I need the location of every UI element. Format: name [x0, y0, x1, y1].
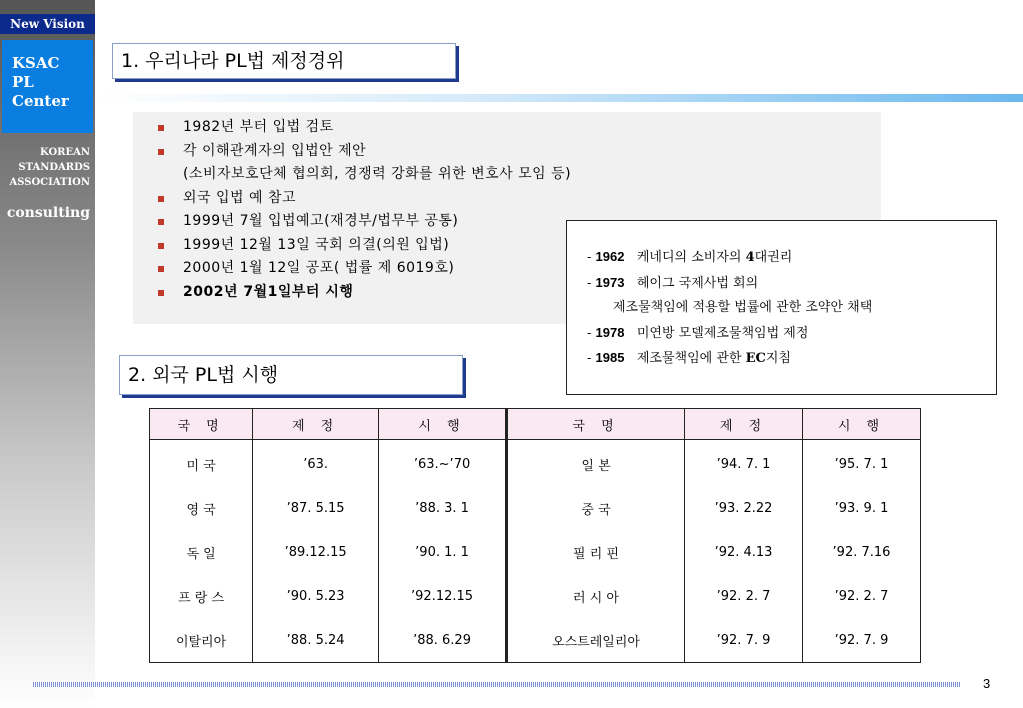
cell-country: 중 국: [507, 487, 685, 531]
bullet-item: [153, 140, 873, 164]
cell-enacted: ’92. 7. 9: [685, 618, 803, 662]
timeline-bold: EC: [745, 351, 766, 366]
cell-effective: ’92.12.15: [379, 574, 507, 618]
bullet-item: [153, 116, 873, 140]
brand-line: PL: [12, 73, 34, 91]
table-row: [150, 618, 921, 662]
bullet-square-icon: [158, 219, 164, 225]
timeline-text: 대권리: [754, 250, 793, 265]
foreign-pl-law-table: [149, 408, 921, 663]
bullet-square-icon: [158, 266, 164, 272]
cell-enacted: ’88. 5.24: [253, 618, 379, 662]
cell-effective: ’92. 2. 7: [802, 574, 920, 618]
bullet-square-icon: [158, 149, 164, 155]
cell-enacted: ’94. 7. 1: [685, 440, 803, 487]
cell-effective: ’92. 7.16: [802, 531, 920, 575]
timeline-text: 케네디의 소비자의: [636, 250, 746, 265]
table-row: [150, 440, 921, 487]
header-enacted: 제 정: [253, 409, 379, 440]
brand-line: KSAC: [12, 54, 60, 72]
header-country: 국 명: [507, 409, 685, 440]
bullet-text: 1999년 12월 13일 국회 의결(의원 입법): [183, 236, 450, 253]
ksac-logo: [2, 40, 93, 133]
cell-enacted: ’89.12.15: [253, 531, 379, 575]
cell-enacted: ’93. 2.22: [685, 487, 803, 531]
page-number: 3: [983, 676, 991, 691]
timeline-bold: 4: [745, 250, 755, 265]
header-enacted: 제 정: [685, 409, 803, 440]
header-country: 국 명: [150, 409, 253, 440]
assoc-line: ASSOCIATION: [9, 177, 90, 188]
section2-title: 2. 외국 PL법 시행: [119, 355, 463, 395]
bullet-square-icon: [158, 290, 164, 296]
cell-country: 필 리 핀: [507, 531, 685, 575]
bullet-text: 1999년 7월 입법예고(재경부/법무부 공통): [183, 213, 459, 229]
bullet-text: (소비자보호단체 협의회, 경쟁력 강화를 위한 변호사 모임 등): [183, 166, 572, 182]
table-row: [150, 487, 921, 531]
timeline-item: - 1973 헤이그 국제사법 회의: [587, 274, 759, 291]
bullet-square-icon: [158, 243, 164, 249]
header-effective: 시 행: [802, 409, 920, 440]
bullet-square-icon: [158, 125, 164, 131]
brand-line: Center: [12, 92, 69, 110]
timeline-year: 1962: [595, 249, 625, 264]
bullet-text: 외국 입법 예 참고: [183, 189, 297, 206]
cell-enacted: ’92. 2. 7: [685, 574, 803, 618]
cell-country: 일 본: [507, 440, 685, 487]
assoc-line: KOREAN: [40, 147, 90, 158]
cell-country: 이탈리아: [150, 618, 253, 662]
bullet-continuation: [153, 163, 873, 187]
timeline-item: - 1962 케네디의 소비자의 4대권리: [587, 249, 793, 265]
timeline-item: - 1978 미연방 모델제조물책임법 제정: [587, 324, 809, 341]
cell-effective: ’93. 9. 1: [802, 487, 920, 531]
header-gradient-rule: [95, 94, 1023, 102]
table-header-row: [150, 409, 921, 440]
consulting-label: consulting: [6, 205, 90, 221]
cell-country: 러 시 아: [507, 574, 685, 618]
new-vision-tag: New Vision: [0, 14, 95, 34]
assoc-line: STANDARDS: [18, 162, 90, 173]
section1-title: 1. 우리나라 PL법 제정경위: [112, 43, 456, 79]
timeline-box: [566, 220, 997, 395]
timeline-year: 1973: [595, 274, 625, 290]
timeline-year: 1985: [595, 350, 625, 365]
cell-enacted: ’63.: [253, 440, 379, 487]
cell-effective: ’95. 7. 1: [802, 440, 920, 487]
cell-country: 독 일: [150, 531, 253, 575]
cell-enacted: ’92. 4.13: [685, 531, 803, 575]
cell-country: 영 국: [150, 487, 253, 531]
bullet-text: 각 이해관계자의 입법안 제안: [183, 142, 367, 159]
timeline-text: 제조물책임에 관한: [636, 351, 746, 366]
timeline-continuation: 제조물책임에 적용할 법률에 관한 조약안 채택: [613, 300, 873, 315]
bullet-item: [153, 187, 873, 211]
bullet-text: 1982년 부터 입법 검토: [183, 119, 334, 135]
cell-enacted: ’90. 5.23: [253, 574, 379, 618]
cell-country: 오스트레일리아: [507, 618, 685, 662]
cell-effective: ’63.~’70: [379, 440, 507, 487]
table-row: [150, 574, 921, 618]
cell-effective: ’92. 7. 9: [802, 618, 920, 662]
header-effective: 시 행: [379, 409, 507, 440]
timeline-text: 지침: [765, 351, 791, 366]
footer-dotted-rule: [33, 682, 961, 687]
timeline-text: 미연방 모델제조물책임법 제정: [636, 325, 809, 341]
cell-effective: ’88. 6.29: [379, 618, 507, 662]
timeline-item: - 1985 제조물책임에 관한 EC지침: [587, 350, 791, 366]
timeline-year: 1978: [595, 324, 625, 340]
cell-effective: ’90. 1. 1: [379, 531, 507, 575]
cell-enacted: ’87. 5.15: [253, 487, 379, 531]
sidebar: [0, 0, 95, 708]
timeline-text: 헤이그 국제사법 회의: [636, 275, 759, 291]
bullet-text: 2000년 1월 12일 공포( 법률 제 6019호): [183, 260, 455, 276]
cell-effective: ’88. 3. 1: [379, 487, 507, 531]
bullet-square-icon: [158, 196, 164, 202]
association-name: [0, 145, 90, 190]
timeline-list: [587, 245, 872, 372]
cell-country: 프 랑 스: [150, 574, 253, 618]
bullet-text: 2002년 7월1일부터 시행: [183, 283, 354, 300]
table-row: [150, 531, 921, 575]
cell-country: 미 국: [150, 440, 253, 487]
